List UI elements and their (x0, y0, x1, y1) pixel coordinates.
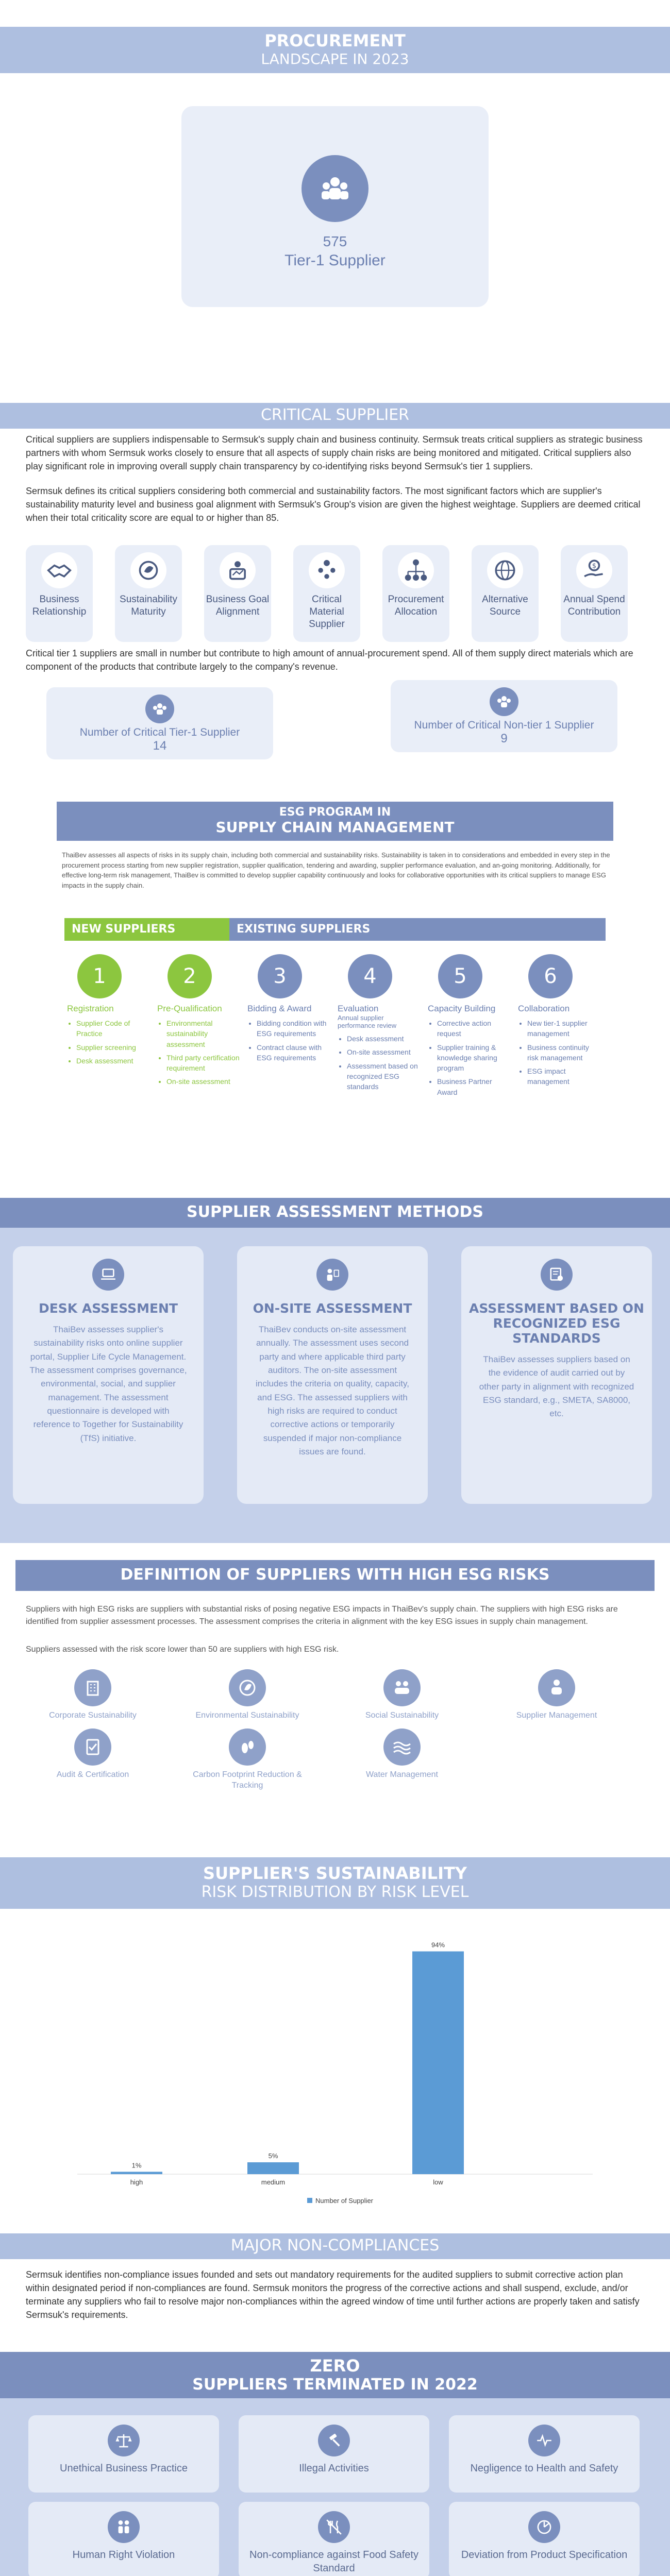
step-number: 2 (167, 954, 212, 998)
step-list (157, 1018, 240, 1087)
esg-title-1: ESG PROGRAM IN (279, 806, 391, 819)
esg-issue (36, 1669, 149, 1721)
esg-issue-label: Corporate Sustainability (49, 1711, 137, 1720)
step-item: • Business Partner Award (437, 1076, 510, 1097)
step-item: • Desk assessment (347, 1033, 420, 1044)
method-text: ThaiBev assesses supplier's sustainability risks onto online supplier portal, Supplier Life Cycle Management. The assessment comprises governance, environmental, social, and supplier management. The assessment questionnaire is developed with reference to Together for Sustainability (TfS) initiative. (29, 1325, 187, 1443)
handshake-icon (41, 552, 77, 588)
step-item: • Corrective action request (437, 1018, 510, 1039)
high-esg-paragraph-1: Suppliers with high ESG risks are suppliers with substantial risks of posing negative ESG impacts in ThaiBev's supply chain. The suppliers with high ESG risks are identified from supplier assessment processes. The assessment comprises the criteria in alignment with the key ESG issues in supply chain management. (26, 1605, 618, 1626)
bar-low (412, 1952, 464, 2174)
esg-intro: ThaiBev assesses all aspects of risks in its supply chain, including both commercial and sustainability risks. Sustainability is taken in to considerations and embedded in every step in the procurement process starting from new supplier registration, supplier qualification, tendering and awarding, supplier performance evaluation, and an-going monitoring. Additionally, for effective long-term risk management, ThaiBev is committed to develop supplier capability continuously and looks for collaborative opportunities with its critical suppliers to manage ESG impacts in the supply chain. (62, 851, 610, 889)
scales-icon (108, 2425, 140, 2456)
esg-banner (57, 802, 613, 841)
esg-issue-label: Carbon Footprint Reduction & Tracking (193, 1770, 302, 1790)
legend-label: Number of Supplier (315, 2197, 373, 2205)
step-list (518, 1018, 600, 1087)
step-number: 6 (528, 954, 573, 998)
step-item: • Supplier screening (76, 1042, 149, 1053)
step-item: • New tier-1 supplier management (527, 1018, 600, 1039)
factor-label: Critical Material Supplier (309, 594, 345, 630)
high-esg-banner (15, 1560, 655, 1591)
noncompliance-text: Sermsuk identifies non-compliance issues founded and sets out mandatory requirements for the audited suppliers to submit corrective action plan within designated period if non-compliances are found. Sermsuk monitors the progress of the corrective actions and shall suspend, exclude, and/or terminate any suppliers who fail to resolve major non-compliances within the agreed window of time until further actions are properly taken and satisfy Sermsuk's requirements. (26, 2269, 640, 2320)
critical-nontier1-label: Number of Critical Non-tier 1 Supplier (414, 719, 594, 731)
method-card (461, 1246, 652, 1504)
step-item: • Bidding condition with ESG requirements (257, 1018, 330, 1039)
esg-issue (191, 1728, 304, 1791)
step-number: 1 (77, 954, 122, 998)
factor-card (472, 545, 539, 642)
tick-label-high: high (130, 2178, 143, 2186)
svg-text:$: $ (592, 562, 597, 570)
step-item: • Supplier Code of Practice (76, 1018, 149, 1039)
factor-card (561, 545, 628, 642)
esg-issue-label: Social Sustainability (365, 1711, 439, 1720)
risk-title-2: RISK DISTRIBUTION BY RISK LEVEL (201, 1883, 469, 1901)
esg-step (67, 954, 149, 1069)
step-item: • Desk assessment (76, 1056, 149, 1066)
esg-issue (191, 1669, 304, 1721)
step-title: Capacity Building (428, 1004, 496, 1013)
landscape-title: PROCUREMENT (264, 31, 406, 50)
critical-paragraph-3: Critical tier 1 suppliers are small in number but contribute to high amount of annual-procurement spend. All of them supply direct materials which are component of the products that contribute largely to the company's revenue. (26, 648, 633, 672)
termination-reason (239, 2415, 429, 2493)
esg-step (247, 954, 330, 1066)
critical-tier1-box (46, 687, 273, 759)
tick-label-medium: medium (261, 2178, 286, 2186)
step-list (428, 1018, 510, 1097)
supplier-people-icon (309, 552, 345, 588)
termination-reason-label: Deviation from Product Specification (461, 2549, 628, 2561)
esg-issue-label: Water Management (366, 1770, 438, 1779)
step-list (247, 1018, 330, 1063)
factor-card (115, 545, 182, 642)
step-item: • Third party certification requirement (166, 1053, 240, 1074)
group-icon (145, 694, 174, 723)
eco-icon (229, 1669, 266, 1706)
data-label-medium: 5% (268, 2152, 278, 2160)
zero-title-2: SUPPLIERS TERMINATED IN 2022 (192, 2376, 478, 2394)
group-icon (490, 687, 518, 716)
factor-card (293, 545, 360, 642)
health-icon (528, 2425, 560, 2456)
step-item: • Contract clause with ESG requirements (257, 1042, 330, 1063)
esg-issue-label: Supplier Management (516, 1711, 597, 1720)
social-icon (383, 1669, 421, 1706)
critical-banner (0, 403, 670, 429)
tier1-card (181, 106, 489, 307)
methods-banner (0, 1198, 670, 1228)
certificate-icon (541, 1259, 573, 1291)
step-title: Pre-Qualification (157, 1004, 222, 1013)
gavel-icon (318, 2425, 350, 2456)
factor-label: Sustainability Maturity (120, 594, 177, 617)
method-card (13, 1246, 204, 1504)
esg-step (518, 954, 600, 1090)
termination-reason-label: Illegal Activities (299, 2463, 369, 2474)
termination-reason-label: Human Right Violation (72, 2549, 175, 2561)
esg-step (157, 954, 240, 1090)
step-title: Bidding & Award (247, 1004, 312, 1013)
new-suppliers-header (64, 918, 229, 941)
money-hand-icon (576, 552, 612, 588)
step-item: • On-site assessment (166, 1076, 240, 1087)
no-food-icon (318, 2511, 350, 2543)
step-number: 5 (438, 954, 482, 998)
landscape-subtitle: LANDSCAPE IN 2023 (261, 50, 409, 67)
zero-banner (0, 2352, 670, 2398)
step-title: Registration (67, 1004, 114, 1013)
risk-title-1: SUPPLIER'S SUSTAINABILITY (203, 1863, 467, 1883)
termination-reason-label: Unethical Business Practice (60, 2463, 188, 2474)
step-number: 4 (348, 954, 392, 998)
step-title: Collaboration (518, 1004, 570, 1013)
noncompliance-title: MAJOR NON-COMPLIANCES (230, 2236, 440, 2255)
factor-label: Alternative Source (482, 594, 528, 617)
tick-label-low: low (433, 2178, 443, 2186)
globe-icon (487, 552, 523, 588)
critical-nontier1-box (391, 680, 617, 752)
method-title: DESK ASSESSMENT (38, 1301, 178, 1316)
termination-reason (28, 2502, 219, 2576)
step-item: • Environmental sustainability assessment (166, 1018, 240, 1049)
people-icon (108, 2511, 140, 2543)
noncompliance-banner (0, 2233, 670, 2259)
step-item: • On-site assessment (347, 1047, 420, 1057)
method-card (237, 1246, 428, 1504)
laptop-icon (92, 1259, 124, 1291)
termination-reason (449, 2502, 640, 2576)
network-icon (398, 552, 434, 588)
step-item: • Assessment based on recognized ESG standards (347, 1061, 420, 1092)
step-list (67, 1018, 149, 1066)
audit-icon (74, 1728, 111, 1766)
bar-medium (247, 2162, 299, 2174)
step-title: Evaluation (338, 1004, 379, 1013)
deviation-icon (528, 2511, 560, 2543)
step-number: 3 (258, 954, 302, 998)
esg-issue-label: Audit & Certification (56, 1770, 129, 1779)
method-title: ASSESSMENT BASED ON RECOGNIZED ESG STANDARDS (469, 1301, 644, 1346)
landscape-banner (0, 27, 670, 73)
risk-bar-chart (0, 1911, 670, 2221)
esg-step (428, 954, 510, 1100)
factor-label: Annual Spend Contribution (563, 594, 625, 617)
new-suppliers-label: NEW SUPPLIERS (72, 923, 176, 936)
high-esg-title: DEFINITION OF SUPPLIERS WITH HIGH ESG RISKS (120, 1566, 550, 1584)
termination-reason (449, 2415, 640, 2493)
existing-suppliers-label: EXISTING SUPPLIERS (237, 923, 371, 936)
factor-label: Business Goal Alignment (206, 594, 270, 617)
factor-card (204, 545, 271, 642)
data-label-high: 1% (131, 2161, 142, 2170)
footprint-icon (229, 1728, 266, 1766)
risk-banner (0, 1857, 670, 1909)
termination-reason-label: Non-compliance against Food Safety Standard (249, 2549, 418, 2574)
esg-issue (500, 1669, 613, 1721)
esg-issue-label: Environmental Sustainability (195, 1711, 299, 1720)
onsite-icon (316, 1259, 348, 1291)
manager-icon (538, 1669, 575, 1706)
tier1-count: 575 (323, 233, 347, 249)
data-label-low: 94% (431, 1941, 445, 1949)
people-goal-icon (220, 552, 256, 588)
factor-card (26, 545, 93, 642)
bar-high (111, 2172, 162, 2174)
critical-tier1-label: Number of Critical Tier-1 Supplier (79, 726, 240, 738)
critical-tier1-value: 14 (153, 739, 167, 753)
factor-label: Procurement Allocation (388, 594, 444, 617)
building-icon (74, 1669, 111, 1706)
step-item: • ESG impact management (527, 1066, 600, 1087)
method-text: ThaiBev assesses suppliers based on the evidence of audit carried out by other party in alignment with recognized ESG standard, e.g., SMETA, SA8000, etc. (479, 1354, 634, 1419)
critical-title: CRITICAL SUPPLIER (260, 406, 410, 424)
tier1-label: Tier-1 Supplier (284, 252, 386, 269)
water-icon (383, 1728, 421, 1766)
legend-swatch (307, 2198, 312, 2203)
step-list (338, 1033, 420, 1092)
step-subtitle: Annual supplier performance review (338, 1014, 397, 1029)
step-item: • Business continuity risk management (527, 1042, 600, 1063)
termination-reason-label: Negligence to Health and Safety (470, 2463, 618, 2474)
termination-reason (239, 2502, 429, 2576)
esg-issue (345, 1669, 459, 1721)
termination-reason (28, 2415, 219, 2493)
existing-suppliers-header (229, 918, 606, 941)
factor-card (382, 545, 449, 642)
esg-issue (36, 1728, 149, 1781)
step-item: • Supplier training & knowledge sharing program (437, 1042, 510, 1074)
methods-title: SUPPLIER ASSESSMENT METHODS (187, 1203, 483, 1221)
critical-paragraph-2: Sermsuk defines its critical suppliers considering both commercial and sustainability factors. The most significant factors which are supplier's sustainability maturity level and business goal alignment with Sermsuk's Group's vision are given the highest weightage. Suppliers are deemed critical when their total criticality score are equal to or higher than 85. (26, 486, 641, 523)
esg-issue (345, 1728, 459, 1781)
factor-label: Business Relationship (32, 594, 87, 617)
esg-title-2: SUPPLY CHAIN MANAGEMENT (215, 819, 455, 836)
critical-paragraph-1: Critical suppliers are suppliers indispensable to Sermsuk's supply chain and business continuity. Sermsuk treats critical suppliers as strategic business partners with whom Sermsuk works closely to ensure that all aspects of supply chain risks are being monitored and mitigated. Critical suppliers also play significant role in improving overall supply chain transparency by co-identifying risks beyond Sermsuk's tier 1 suppliers. (26, 434, 643, 472)
critical-nontier1-value: 9 (500, 732, 508, 745)
supplier-icon (301, 155, 368, 222)
method-text: ThaiBev conducts on-site assessment annually. The assessment uses second party and where applicable third party auditors. The on-site assessment includes the criteria on quality, capacity, and ESG. The assessed suppliers with high risks are required to conduct corrective actions or temporarily suspended if major non-compliance issues are found. (256, 1325, 409, 1457)
esg-step (338, 954, 420, 1095)
method-title: ON-SITE ASSESSMENT (253, 1301, 412, 1316)
methods-section (0, 1198, 670, 1543)
high-esg-paragraph-2: Suppliers assessed with the risk score lower than 50 are suppliers with high ESG risk. (26, 1645, 339, 1654)
zero-title-1: ZERO (310, 2356, 360, 2376)
leaf-seal-icon (130, 552, 166, 588)
